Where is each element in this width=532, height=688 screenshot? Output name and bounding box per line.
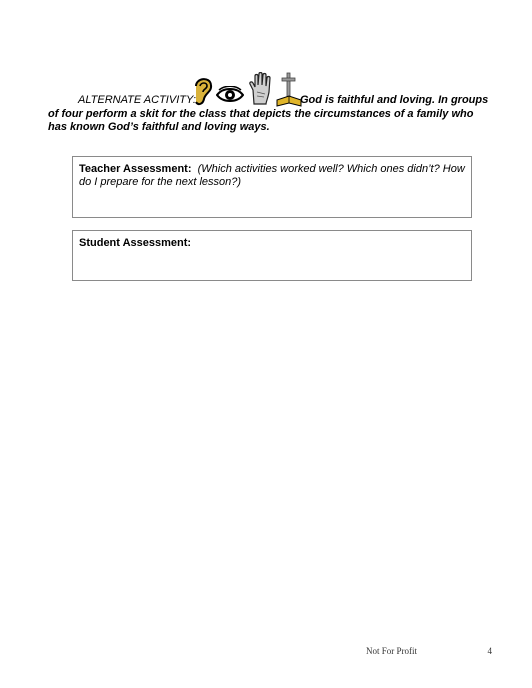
teacher-assessment-hint: (Which activities worked well? Which ones didn’t? How do I prepare for the next lesson?): [79, 163, 465, 188]
activity-icons: [192, 72, 300, 108]
teacher-assessment-box[interactable]: [72, 156, 472, 218]
activity-label: ALTERNATE ACTIVITY:: [78, 94, 196, 106]
activity-header-line: [48, 72, 488, 108]
activity-body: of four perform a skit for the class that depicts the circumstances of a family who has known God’s faithful and loving ways.: [48, 108, 474, 133]
eye-icon: [216, 86, 244, 104]
activity-text-first-line: God is faithful and loving. In groups: [300, 94, 489, 106]
student-assessment-title: Student Assessment:: [79, 237, 192, 249]
hand-icon: [248, 72, 274, 106]
ear-icon: [192, 74, 214, 108]
page-number: 4: [487, 646, 492, 656]
footer-text: Not For Profit: [366, 646, 418, 656]
student-assessment-box[interactable]: [72, 230, 472, 281]
cross-bible-icon: [276, 72, 302, 108]
teacher-assessment-title: Teacher Assessment:: [79, 163, 192, 175]
alternate-activity: [48, 72, 488, 134]
